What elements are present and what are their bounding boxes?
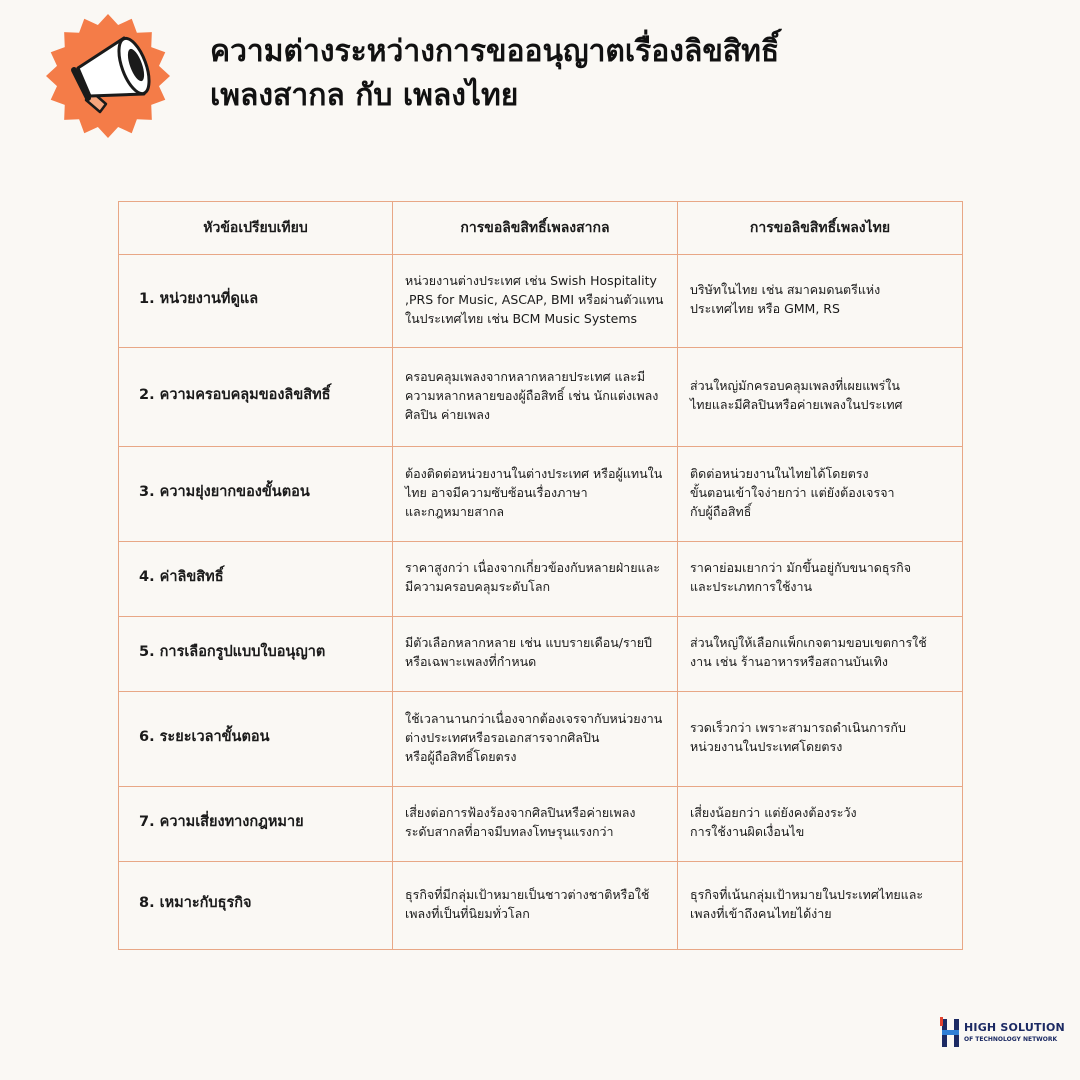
row-intl (393, 617, 678, 692)
logo-text-line-2: OF TECHNOLOGY NETWORK (964, 1036, 1058, 1043)
cell-line: และกฎหมายสากล (405, 503, 505, 519)
cell-line: ธุรกิจที่มีกลุ่มเป้าหมายเป็นชาวต่างชาติหรือใช้ (405, 886, 650, 902)
company-logo (940, 1017, 1065, 1051)
row-thai (678, 787, 963, 862)
cell-line: มีตัวเลือกหลากหลาย เช่น แบบรายเดือน/รายปี (405, 635, 652, 650)
cell-line: งาน เช่น ร้านอาหารหรือสถานบันเทิง (690, 654, 889, 669)
cell-line: ราคาสูงกว่า เนื่องจากเกี่ยวข้องกับหลายฝ่ายและ (405, 560, 660, 575)
row-topic: 4. ค่าลิขสิทธิ์ (119, 542, 393, 617)
cell-line: การใช้งานผิดเงื่อนไข (690, 824, 805, 839)
row-thai (678, 348, 963, 447)
cell-line: ราคาย่อมเยากว่า มักขึ้นอยู่กับขนาดธุรกิจ (690, 560, 912, 575)
cell-line: เพลงที่เป็นที่นิยมทั่วโลก (405, 905, 530, 921)
row-intl (393, 692, 678, 787)
row-intl (393, 787, 678, 862)
megaphone-icon (44, 12, 172, 140)
table-row (119, 542, 963, 617)
cell-line: ประเทศไทย หรือ GMM, RS (690, 301, 840, 316)
cell-line: ธุรกิจที่เน้นกลุ่มเป้าหมายในประเทศไทยและ (690, 886, 924, 902)
cell-line: ,PRS for Music, ASCAP, BMI หรือผ่านตัวแทน (405, 291, 664, 307)
row-topic: 8. เหมาะกับธุรกิจ (119, 862, 393, 950)
cell-line: และประเภทการใช้งาน (690, 579, 813, 594)
row-thai (678, 447, 963, 542)
table-header-row (119, 202, 963, 255)
cell-line: ความหลากหลายของผู้ถือสิทธิ์ เช่น นักแต่งเพลง (405, 387, 659, 403)
table-row (119, 348, 963, 447)
cell-line: ไทยและมีศิลปินหรือค่ายเพลงในประเทศ (690, 397, 903, 412)
cell-line: ส่วนใหญ่ให้เลือกแพ็กเกจตามขอบเขตการใช้ (690, 635, 927, 650)
cell-line: ติดต่อหน่วยงานในไทยได้โดยตรง (690, 465, 869, 481)
comparison-table (118, 201, 963, 950)
table-row (119, 692, 963, 787)
table-row (119, 255, 963, 348)
row-topic: 5. การเลือกรูปแบบใบอนุญาต (119, 617, 393, 692)
cell-line: มีความครอบคลุมระดับโลก (405, 579, 551, 594)
cell-line: บริษัทในไทย เช่น สมาคมดนตรีแห่ง (690, 282, 881, 297)
row-intl (393, 542, 678, 617)
cell-line: ระดับสากลที่อาจมีบทลงโทษรุนแรงกว่า (405, 824, 614, 839)
table-row (119, 862, 963, 950)
megaphone-badge (44, 12, 172, 140)
row-topic: 2. ความครอบคลุมของลิขสิทธิ์ (119, 348, 393, 447)
cell-line: ขั้นตอนเข้าใจง่ายกว่า แต่ยังต้องเจรจา (690, 484, 895, 500)
title-line-2: เพลงสากล กับ เพลงไทย (210, 78, 519, 113)
cell-line: ในประเทศไทย เช่น BCM Music Systems (405, 310, 638, 326)
row-intl (393, 348, 678, 447)
cell-line: ครอบคลุมเพลงจากหลากหลายประเทศ และมี (405, 368, 646, 384)
table-row (119, 617, 963, 692)
row-topic: 1. หน่วยงานที่ดูแล (119, 255, 393, 348)
cell-line: ศิลปิน ค่ายเพลง (405, 406, 491, 422)
title-line-1: ความต่างระหว่างการขออนุญาตเรื่องลิขสิทธิ์ (210, 34, 780, 69)
row-thai (678, 617, 963, 692)
cell-line: หรือเฉพาะเพลงที่กำหนด (405, 654, 537, 669)
cell-line: ต่างประเทศหรือรอเอกสารจากศิลปิน (405, 729, 600, 745)
header-international: การขอลิขสิทธิ์เพลงสากล (393, 202, 678, 255)
cell-line: เพลงที่เข้าถึงคนไทยได้ง่าย (690, 905, 832, 921)
header-thai: การขอลิขสิทธิ์เพลงไทย (678, 202, 963, 255)
row-thai (678, 542, 963, 617)
cell-line: ต้องติดต่อหน่วยงานในต่างประเทศ หรือผู้แทนใน (405, 465, 663, 481)
row-intl (393, 862, 678, 950)
table-row (119, 447, 963, 542)
row-thai (678, 862, 963, 950)
header-topic: หัวข้อเปรียบเทียบ (119, 202, 393, 255)
row-topic: 7. ความเสี่ยงทางกฎหมาย (119, 787, 393, 862)
cell-line: เสี่ยงน้อยกว่า แต่ยังคงต้องระวัง (690, 805, 857, 820)
cell-line: ไทย อาจมีความซับซ้อนเรื่องภาษา (405, 484, 588, 500)
cell-line: หรือผู้ถือสิทธิ์โดยตรง (405, 748, 517, 764)
row-thai (678, 255, 963, 348)
row-topic: 3. ความยุ่งยากของขั้นตอน (119, 447, 393, 542)
cell-line: ส่วนใหญ่มักครอบคลุมเพลงที่เผยแพร่ใน (690, 378, 900, 393)
row-intl (393, 255, 678, 348)
table-row (119, 787, 963, 862)
cell-line: ใช้เวลานานกว่าเนื่องจากต้องเจรจากับหน่วยงาน (405, 710, 663, 726)
logo-h-icon (940, 1017, 962, 1049)
cell-line: หน่วยงานในประเทศโดยตรง (690, 739, 843, 754)
cell-line: เสี่ยงต่อการฟ้องร้องจากศิลปินหรือค่ายเพลง (405, 805, 636, 820)
cell-line: หน่วยงานต่างประเทศ เช่น Swish Hospitality (405, 272, 657, 288)
row-thai (678, 692, 963, 787)
logo-text-line-1: HIGH SOLUTION (964, 1021, 1065, 1034)
row-topic: 6. ระยะเวลาขั้นตอน (119, 692, 393, 787)
page-title (210, 30, 779, 118)
cell-line: กับผู้ถือสิทธิ์ (690, 503, 752, 519)
row-intl (393, 447, 678, 542)
cell-line: รวดเร็วกว่า เพราะสามารถดำเนินการกับ (690, 720, 906, 735)
